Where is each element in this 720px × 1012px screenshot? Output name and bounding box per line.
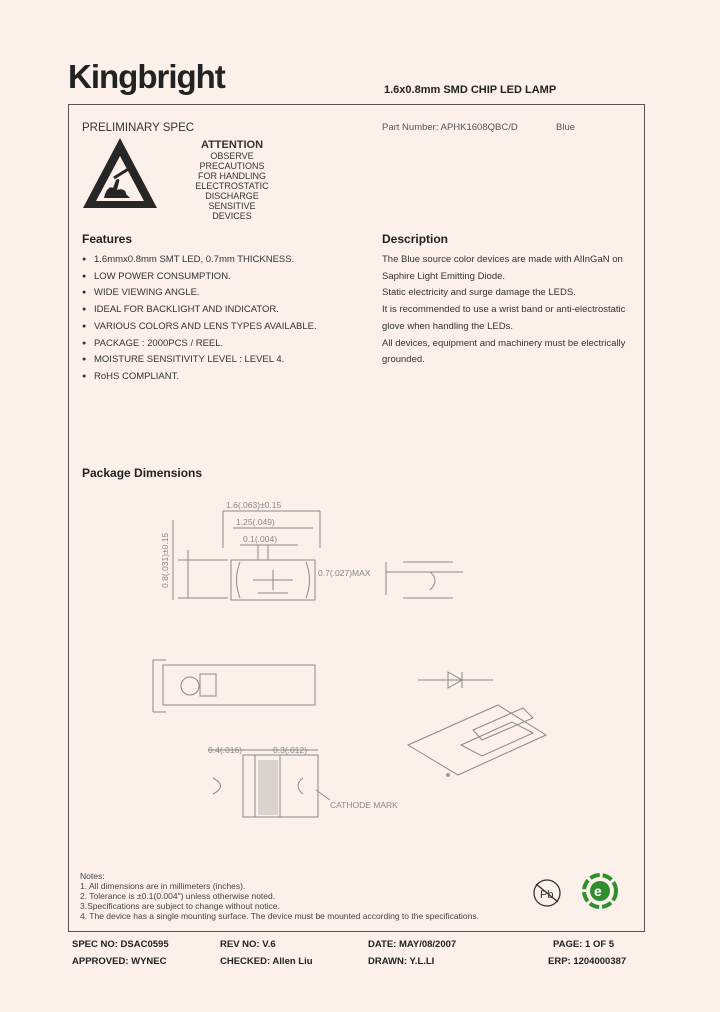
- approved-by: APPROVED: WYNEC: [72, 956, 167, 967]
- cathode-mark-label: CATHODE MARK: [330, 800, 398, 810]
- features-list: [82, 252, 317, 386]
- emitting-color: Blue: [556, 122, 576, 133]
- description-line: It is recommended to use a wrist band or anti-electrostatic: [382, 304, 626, 316]
- description-line: Saphire Light Emitting Diode.: [382, 270, 506, 282]
- brand-logo: Kingbright: [68, 58, 225, 95]
- attention-heading: ATTENTION: [200, 139, 264, 151]
- pb-free-icon: [530, 876, 566, 910]
- preliminary-spec-label: PRELIMINARY SPEC: [82, 122, 195, 134]
- dim-side-label: 0.8(.031)±0.15: [160, 532, 170, 588]
- feature-item: ● RoHS COMPLIANT.: [82, 369, 317, 386]
- attention-line: DISCHARGE: [205, 191, 259, 201]
- description-line: grounded.: [382, 354, 425, 366]
- description-line: Static electricity and surge damage the LEDS.: [382, 287, 576, 299]
- feature-item: ● IDEAL FOR BACKLIGHT AND INDICATOR.: [82, 302, 317, 319]
- esd-warning-icon: [80, 134, 160, 212]
- description-line: The Blue source color devices are made with AlInGaN on: [382, 254, 623, 265]
- attention-line: OBSERVE PRECAUTIONS: [199, 151, 265, 171]
- feature-item: ● PACKAGE : 2000PCS / REEL.: [82, 336, 317, 353]
- dim-bottom-left-label: 0.4(.016): [208, 745, 243, 755]
- feature-item: ● MOISTURE SENSITIVITY LEVEL : LEVEL 4.: [82, 352, 317, 369]
- package-dimensions-heading: Package Dimensions: [82, 466, 203, 480]
- feature-item: ● VARIOUS COLORS AND LENS TYPES AVAILABLE.: [82, 319, 317, 336]
- part-number: Part Number: APHK1608QBC/D: [382, 122, 518, 133]
- note-item: 4. The device has a single mounting surface. The device must be mounted according to the specifications.: [80, 911, 479, 921]
- rohs-label: e: [594, 883, 602, 899]
- description-list: [382, 252, 625, 369]
- attention-line: FOR HANDLING: [197, 171, 266, 181]
- feature-item: ● WIDE VIEWING ANGLE.: [82, 285, 317, 302]
- notes-block: [80, 871, 479, 921]
- pb-free-label: Pb: [540, 889, 554, 901]
- attention-line: SENSITIVE: [208, 201, 256, 211]
- drawn-by: DRAWN: Y.L.LI: [368, 956, 435, 967]
- feature-item: ● LOW POWER CONSUMPTION.: [82, 269, 317, 286]
- dim-mid-label: 1.25(.049): [236, 517, 275, 527]
- package-drawings: [68, 490, 645, 840]
- description-line: glove when handling the LEDs.: [382, 320, 513, 332]
- note-item: 2. Tolerance is ±0.1(0.004") unless otherwise noted.: [80, 891, 276, 901]
- dim-small-label: 0.1(.004): [243, 534, 278, 544]
- spec-number: SPEC NO: DSAC0595: [72, 939, 169, 950]
- attention-line: DEVICES: [212, 211, 252, 221]
- attention-line: ELECTROSTATIC: [195, 181, 269, 191]
- description-line: All devices, equipment and machinery must be electrically: [382, 337, 626, 349]
- document-date: DATE: MAY/08/2007: [368, 939, 457, 950]
- notes-title: Notes:: [80, 871, 105, 881]
- document-title: 1.6x0.8mm SMD CHIP LED LAMP: [384, 84, 557, 96]
- erp-number: ERP: 1204000387: [548, 956, 627, 967]
- note-item: 3.Specifications are subject to change without notice.: [80, 901, 280, 911]
- dim-lens-label: 0.7(.027)MAX: [318, 568, 371, 578]
- feature-item: ● 1.6mmx0.8mm SMT LED, 0.7mm THICKNESS.: [82, 252, 317, 269]
- revision-number: REV NO: V.6: [220, 939, 276, 950]
- checked-by: CHECKED: Allen Liu: [220, 956, 313, 967]
- note-item: 1. All dimensions are in millimeters (inches).: [80, 881, 246, 891]
- page-number: PAGE: 1 OF 5: [553, 939, 615, 950]
- rohs-icon: [581, 872, 619, 910]
- attention-block: [182, 139, 282, 221]
- description-heading: Description: [382, 232, 449, 246]
- dim-top-label: 1.6(.063)±0.15: [226, 500, 282, 510]
- features-heading: Features: [82, 232, 133, 246]
- dim-bottom-right-label: 0.3(.012): [273, 745, 308, 755]
